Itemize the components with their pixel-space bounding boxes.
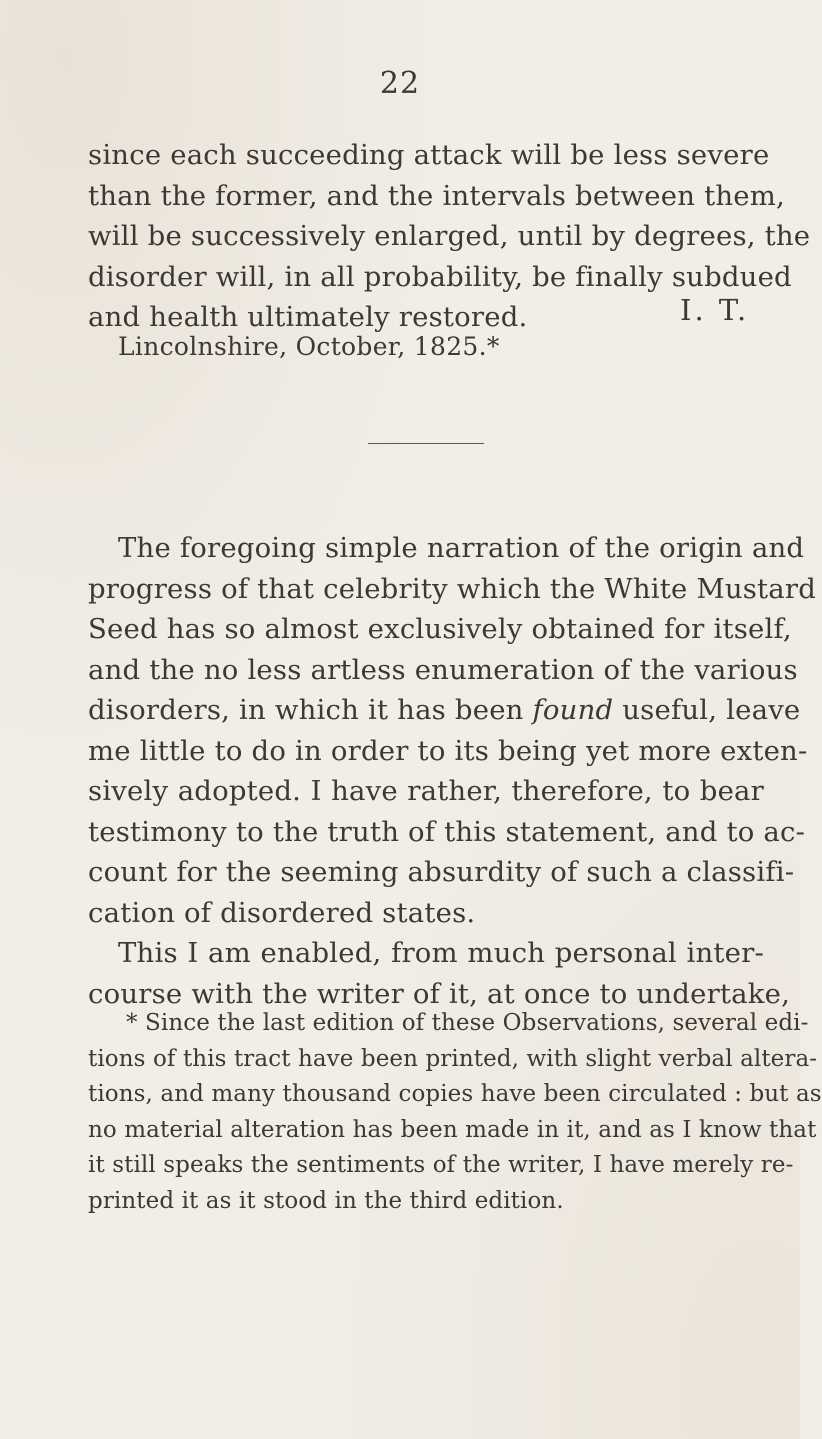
section-divider xyxy=(368,443,484,444)
paragraph-foregoing xyxy=(88,528,817,1014)
text-line: since each succeeding attack will be less severe xyxy=(88,139,770,171)
text-line: me little to do in order to its being yet more exten- xyxy=(88,734,808,767)
text-line: course with the writer of it, at once to undertake, xyxy=(88,977,791,1010)
text-line: progress of that celebrity which the White Mustard xyxy=(88,572,817,605)
footnote-line: it still speaks the sentiments of the writer, I have merely re- xyxy=(88,1152,794,1178)
italic-word: found xyxy=(532,694,614,726)
text-line: testimony to the truth of this statement, and to ac- xyxy=(88,815,806,848)
text-line: and health ultimately restored. xyxy=(88,301,528,333)
footnote-line: no material alteration has been made in it, and as I know that xyxy=(88,1116,817,1143)
footnote-line: * Since the last edition of these Observations, several edi- xyxy=(126,1010,809,1036)
text-line: will be successively enlarged, until by degrees, the xyxy=(88,220,811,252)
text-line: Seed has so almost exclusively obtained for itself, xyxy=(88,613,792,645)
paragraph-continuation xyxy=(88,135,811,338)
text-line: and the no less artless enumeration of the various xyxy=(88,653,798,686)
footnote-line: tions, and many thousand copies have been circulated : but as xyxy=(88,1081,822,1107)
text-segment: disorders, in which it has been xyxy=(88,694,524,726)
footnote xyxy=(88,1006,822,1219)
text-line: disorder will, in all probability, be finally subdued xyxy=(88,260,792,293)
text-line: than the former, and the intervals between them, xyxy=(88,179,785,212)
text-line: sively adopted. I have rather, therefore, to bear xyxy=(88,775,764,807)
place-date-line: Lincolnshire, October, 1825.* xyxy=(118,332,500,361)
text-line-with-italic xyxy=(88,690,801,731)
text-line: The foregoing simple narration of the origin and xyxy=(118,532,805,564)
text-line: cation of disordered states. xyxy=(88,896,476,929)
footnote-line: tions of this tract have been printed, with slight verbal altera- xyxy=(88,1045,818,1072)
text-segment: useful, leave xyxy=(622,694,801,726)
page-number: 22 xyxy=(379,66,421,101)
footnote-line: printed it as it stood in the third edition. xyxy=(88,1187,564,1214)
author-initials: I. T. xyxy=(680,293,750,327)
text-line: count for the seeming absurdity of such a classifi- xyxy=(88,856,795,888)
text-line: This I am enabled, from much personal inter- xyxy=(118,937,764,969)
